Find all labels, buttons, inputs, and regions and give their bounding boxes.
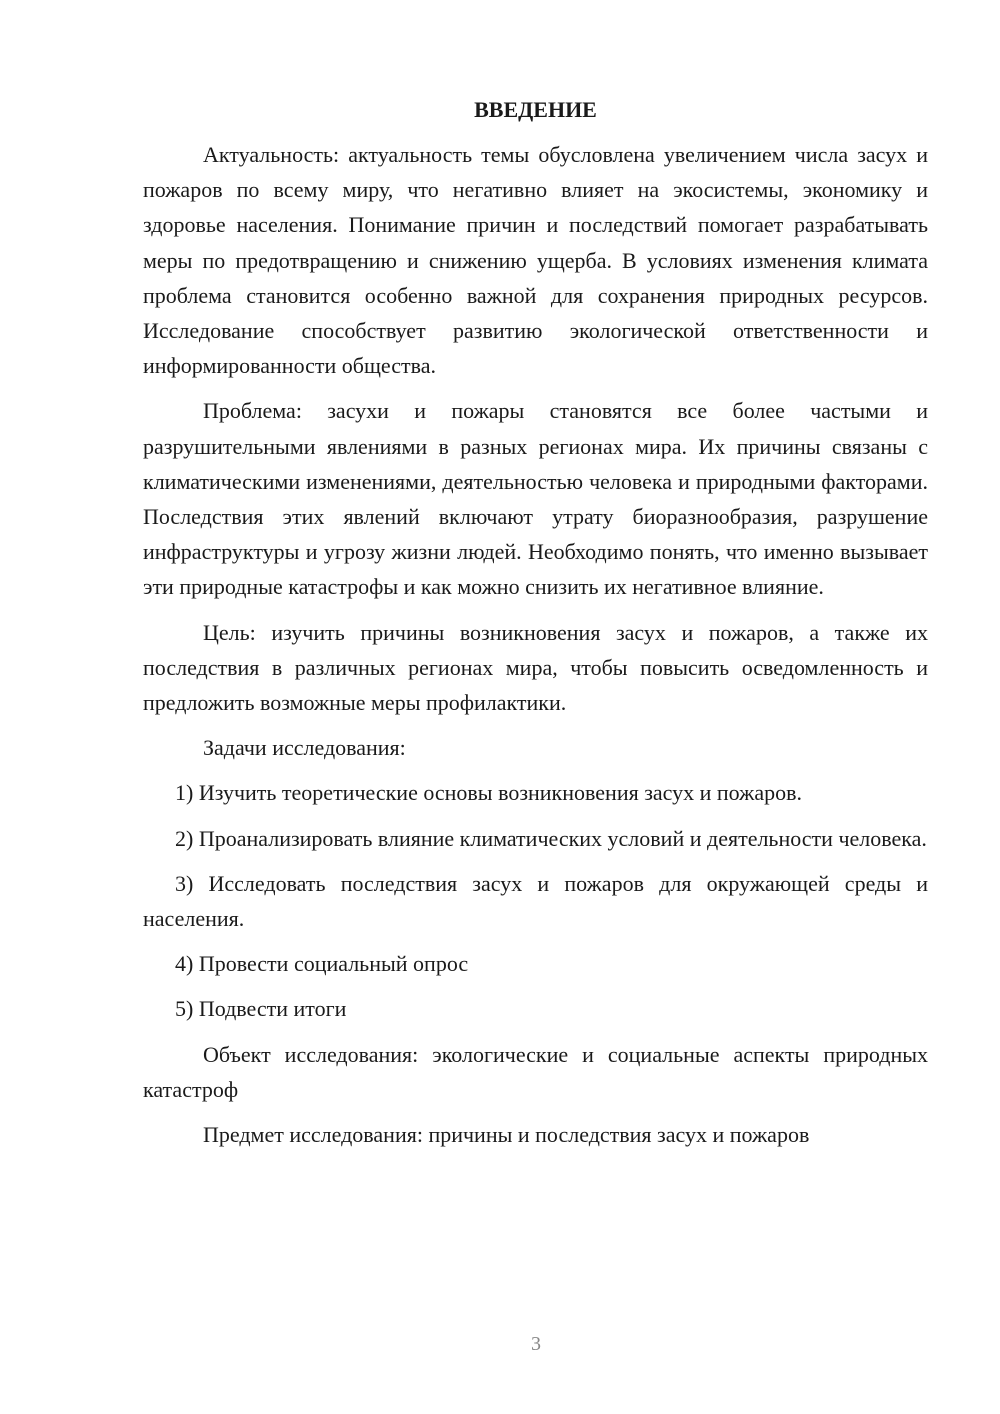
task-item: 5) Подвести итоги [175,996,347,1022]
task-item: 3) Исследовать последствия засух и пожаров для окружающей среды и населения. [143,870,928,932]
paragraph-subject: Предмет исследования: причины и последствия засух и пожаров [203,1122,810,1148]
paragraph-object: Объект исследования: экологические и социальные аспекты природных катастроф [143,1041,928,1102]
task-item: 4) Провести социальный опрос [175,951,469,977]
page-title: ВВЕДЕНИЕ [474,97,597,122]
task-item: 2) Проанализировать влияние климатических условий и деятельности человека. [175,825,927,851]
page-content [143,95,928,1162]
paragraph-problem: Проблема: засухи и пожары становятся все более частыми и разрушительными явлениями в разных регионах мира. Их причины связаны с климатическими изменениями, деятельностью человека и природными факторами. Последствия этих явлений включают утрату биоразнообразия, разрушение инфраструктуры и угрозу жизни людей. Необходимо понять, что именно вызывает эти природные катастрофы и как можно снизить их негативное влияние. [143,398,928,600]
task-item: 1) Изучить теоретические основы возникновения засух и пожаров. [175,780,802,806]
paragraph-goal: Цель: изучить причины возникновения засух и пожаров, а также их последствия в различных регионах мира, чтобы повысить осведомленность и предложить возможные меры профилактики. [143,619,928,716]
page-number: 3 [531,1333,541,1355]
tasks-heading: Задачи исследования: [203,735,406,761]
paragraph-relevance: Актуальность: актуальность темы обусловлена увеличением числа засух и пожаров по всему миру, что негативно влияет на экосистемы, экономику и здоровье населения. Понимание причин и последствий помогает разрабатывать меры по предотвращению и снижению ущерба. В условиях изменения климата проблема становится особенно важной для сохранения природных ресурсов. Исследование способствует развитию экологической ответственности и информированности общества. [143,142,928,379]
